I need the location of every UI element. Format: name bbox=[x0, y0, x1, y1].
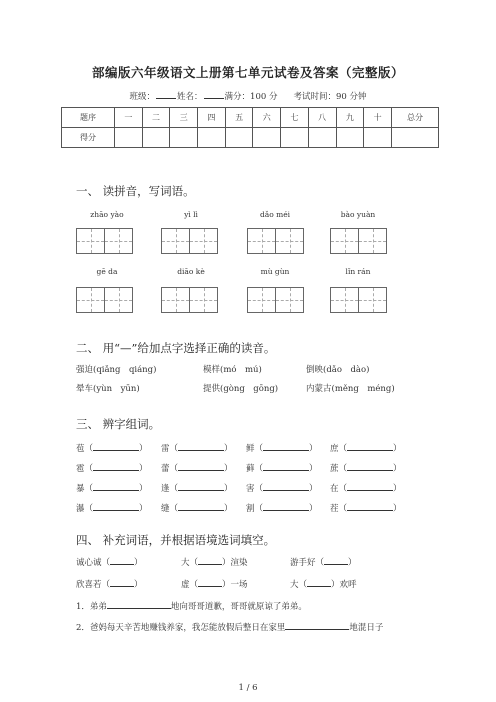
answer-blank[interactable] bbox=[307, 578, 331, 587]
character: 暴 bbox=[76, 484, 85, 494]
reading-choice: 倒映(dǎo dào) bbox=[306, 365, 370, 375]
answer-blank[interactable] bbox=[178, 462, 224, 471]
pinyin: diāo kè bbox=[177, 267, 205, 276]
answer-blank[interactable] bbox=[263, 442, 309, 451]
section-1-heading: 一、 读拼音，写词语。 bbox=[76, 184, 195, 198]
section-2-heading: 二、 用“—”给加点字选择正确的读音。 bbox=[76, 341, 276, 355]
idiom-fill: 大（ ）欢呼 bbox=[290, 580, 357, 590]
answer-blank[interactable] bbox=[347, 482, 393, 491]
score-table-row bbox=[62, 128, 439, 148]
section-3-heading: 三、 辨字组词。 bbox=[76, 417, 161, 431]
character: 苞 bbox=[76, 444, 85, 454]
score-cell[interactable] bbox=[225, 128, 253, 148]
score-table-header bbox=[62, 108, 439, 128]
writing-grid[interactable] bbox=[247, 228, 304, 254]
score-cell[interactable] bbox=[198, 128, 226, 148]
answer-blank[interactable] bbox=[263, 482, 309, 491]
score-cell[interactable] bbox=[392, 128, 439, 148]
word-group-item: 雷（ ） bbox=[161, 444, 233, 454]
table-cell: 一 bbox=[115, 108, 143, 128]
answer-blank[interactable] bbox=[347, 502, 393, 511]
reading-choice: 内蒙古(měng méng) bbox=[306, 384, 395, 394]
table-cell: 七 bbox=[281, 108, 309, 128]
character: 藓 bbox=[246, 464, 255, 474]
character: 庶 bbox=[330, 444, 339, 454]
reading-choice: 模样(mó mú) bbox=[203, 365, 262, 375]
idiom-fill: 诚心诚（ ） bbox=[76, 558, 143, 568]
word-group-item: 害（ ） bbox=[246, 484, 318, 494]
table-cell: 得分 bbox=[62, 128, 115, 148]
score-cell[interactable] bbox=[253, 128, 281, 148]
answer-blank[interactable] bbox=[178, 482, 224, 491]
class-blank bbox=[156, 90, 176, 99]
reading-choice: 强迫(qiǎng qiáng) bbox=[76, 365, 157, 375]
score-cell[interactable] bbox=[142, 128, 170, 148]
sentence-question-1: 1．弟弟 地向哥哥道歉，哥哥就原谅了弟弟。 bbox=[76, 602, 307, 612]
exam-info bbox=[0, 90, 496, 102]
answer-blank[interactable] bbox=[263, 462, 309, 471]
writing-grid[interactable] bbox=[161, 287, 218, 313]
answer-blank[interactable] bbox=[347, 442, 393, 451]
score-cell[interactable] bbox=[281, 128, 309, 148]
idiom-fill: 虚（ ）一场 bbox=[181, 580, 248, 590]
word-group-item: 鲜（ ） bbox=[246, 444, 318, 454]
table-cell: 四 bbox=[198, 108, 226, 128]
page-number: 1 / 6 bbox=[238, 683, 258, 693]
pinyin: zhāo yào bbox=[90, 210, 124, 219]
pinyin: gē da bbox=[96, 267, 118, 276]
writing-grid[interactable] bbox=[330, 287, 387, 313]
score-table bbox=[61, 107, 439, 148]
name-label: 姓名： bbox=[177, 92, 203, 102]
section-4-heading: 四、 补充词语，并根据语境选词填空。 bbox=[76, 533, 276, 547]
table-cell: 总分 bbox=[392, 108, 439, 128]
table-cell: 十 bbox=[364, 108, 392, 128]
answer-blank[interactable] bbox=[285, 621, 349, 630]
reading-choice: 提供(gòng gōng) bbox=[203, 384, 279, 394]
table-cell: 九 bbox=[336, 108, 364, 128]
score-cell[interactable] bbox=[336, 128, 364, 148]
idiom-fill: 欣喜若（ ） bbox=[76, 580, 143, 590]
score-cell[interactable] bbox=[170, 128, 198, 148]
character: 缝 bbox=[161, 504, 170, 514]
answer-blank[interactable] bbox=[93, 502, 139, 511]
word-group-item: 雹（ ） bbox=[76, 464, 148, 474]
answer-blank[interactable] bbox=[198, 578, 222, 587]
word-group-item: 在（ ） bbox=[330, 484, 402, 494]
page-title: 部编版六年级语文上册第七单元试卷及答案（完整版） bbox=[91, 65, 404, 80]
writing-grid[interactable] bbox=[76, 228, 133, 254]
idiom-fill: 大（ ）渲染 bbox=[181, 558, 248, 568]
pinyin: yì lì bbox=[184, 210, 198, 219]
exam-time: 考试时间：90 分钟 bbox=[293, 92, 367, 102]
word-group-item: 割（ ） bbox=[246, 504, 318, 514]
word-group-item: 苞（ ） bbox=[76, 444, 148, 454]
answer-blank[interactable] bbox=[93, 462, 139, 471]
score-cell[interactable] bbox=[115, 128, 143, 148]
word-group-item: 庶（ ） bbox=[330, 444, 402, 454]
character: 蔗 bbox=[330, 464, 339, 474]
full-score: 满分：100 分 bbox=[224, 92, 278, 102]
answer-blank[interactable] bbox=[93, 482, 139, 491]
character: 雹 bbox=[76, 464, 85, 474]
character: 雷 bbox=[161, 444, 170, 454]
answer-blank[interactable] bbox=[324, 556, 348, 565]
character: 茬 bbox=[330, 504, 339, 514]
answer-blank[interactable] bbox=[178, 442, 224, 451]
table-cell: 二 bbox=[142, 108, 170, 128]
answer-blank[interactable] bbox=[107, 600, 171, 609]
answer-blank[interactable] bbox=[178, 502, 224, 511]
word-group-item: 茬（ ） bbox=[330, 504, 402, 514]
answer-blank[interactable] bbox=[110, 578, 134, 587]
character: 害 bbox=[246, 484, 255, 494]
pinyin: dǎo méi bbox=[259, 210, 291, 219]
answer-blank[interactable] bbox=[93, 442, 139, 451]
character: 割 bbox=[246, 504, 255, 514]
writing-grid[interactable] bbox=[330, 228, 387, 254]
character: 蕾 bbox=[161, 464, 170, 474]
class-label: 班级： bbox=[129, 92, 156, 102]
pinyin: mù gùn bbox=[260, 267, 290, 276]
idiom-fill: 游手好（ ） bbox=[290, 558, 357, 568]
word-group-item: 逢（ ） bbox=[161, 484, 233, 494]
score-cell[interactable] bbox=[364, 128, 392, 148]
word-group-item: 暴（ ） bbox=[76, 484, 148, 494]
word-group-item: 瀑（ ） bbox=[76, 504, 148, 514]
word-group-item: 缝（ ） bbox=[161, 504, 233, 514]
writing-grid[interactable] bbox=[247, 287, 304, 313]
character: 逢 bbox=[161, 484, 170, 494]
pinyin: lǐn rán bbox=[345, 267, 371, 276]
character: 瀑 bbox=[76, 504, 85, 514]
answer-blank[interactable] bbox=[263, 502, 309, 511]
writing-grid[interactable] bbox=[76, 287, 133, 313]
writing-grid[interactable] bbox=[161, 228, 218, 254]
answer-blank[interactable] bbox=[347, 462, 393, 471]
character: 在 bbox=[330, 484, 339, 494]
word-group-item: 蔗（ ） bbox=[330, 464, 402, 474]
sentence-question-2: 2．爸妈每天辛苦地赚钱养家，我怎能放假后整日在家里 地混日子 bbox=[76, 623, 384, 633]
score-cell[interactable] bbox=[308, 128, 336, 148]
table-cell: 五 bbox=[225, 108, 253, 128]
table-cell: 六 bbox=[253, 108, 281, 128]
character: 鲜 bbox=[246, 444, 255, 454]
table-cell: 三 bbox=[170, 108, 198, 128]
name-blank bbox=[204, 90, 224, 99]
word-group-item: 蕾（ ） bbox=[161, 464, 233, 474]
table-cell: 八 bbox=[308, 108, 336, 128]
word-group-item: 藓（ ） bbox=[246, 464, 318, 474]
pinyin: bào yuàn bbox=[340, 210, 376, 219]
reading-choice: 晕车(yùn yūn) bbox=[76, 384, 140, 394]
table-cell: 题序 bbox=[62, 108, 115, 128]
answer-blank[interactable] bbox=[198, 556, 222, 565]
answer-blank[interactable] bbox=[110, 556, 134, 565]
